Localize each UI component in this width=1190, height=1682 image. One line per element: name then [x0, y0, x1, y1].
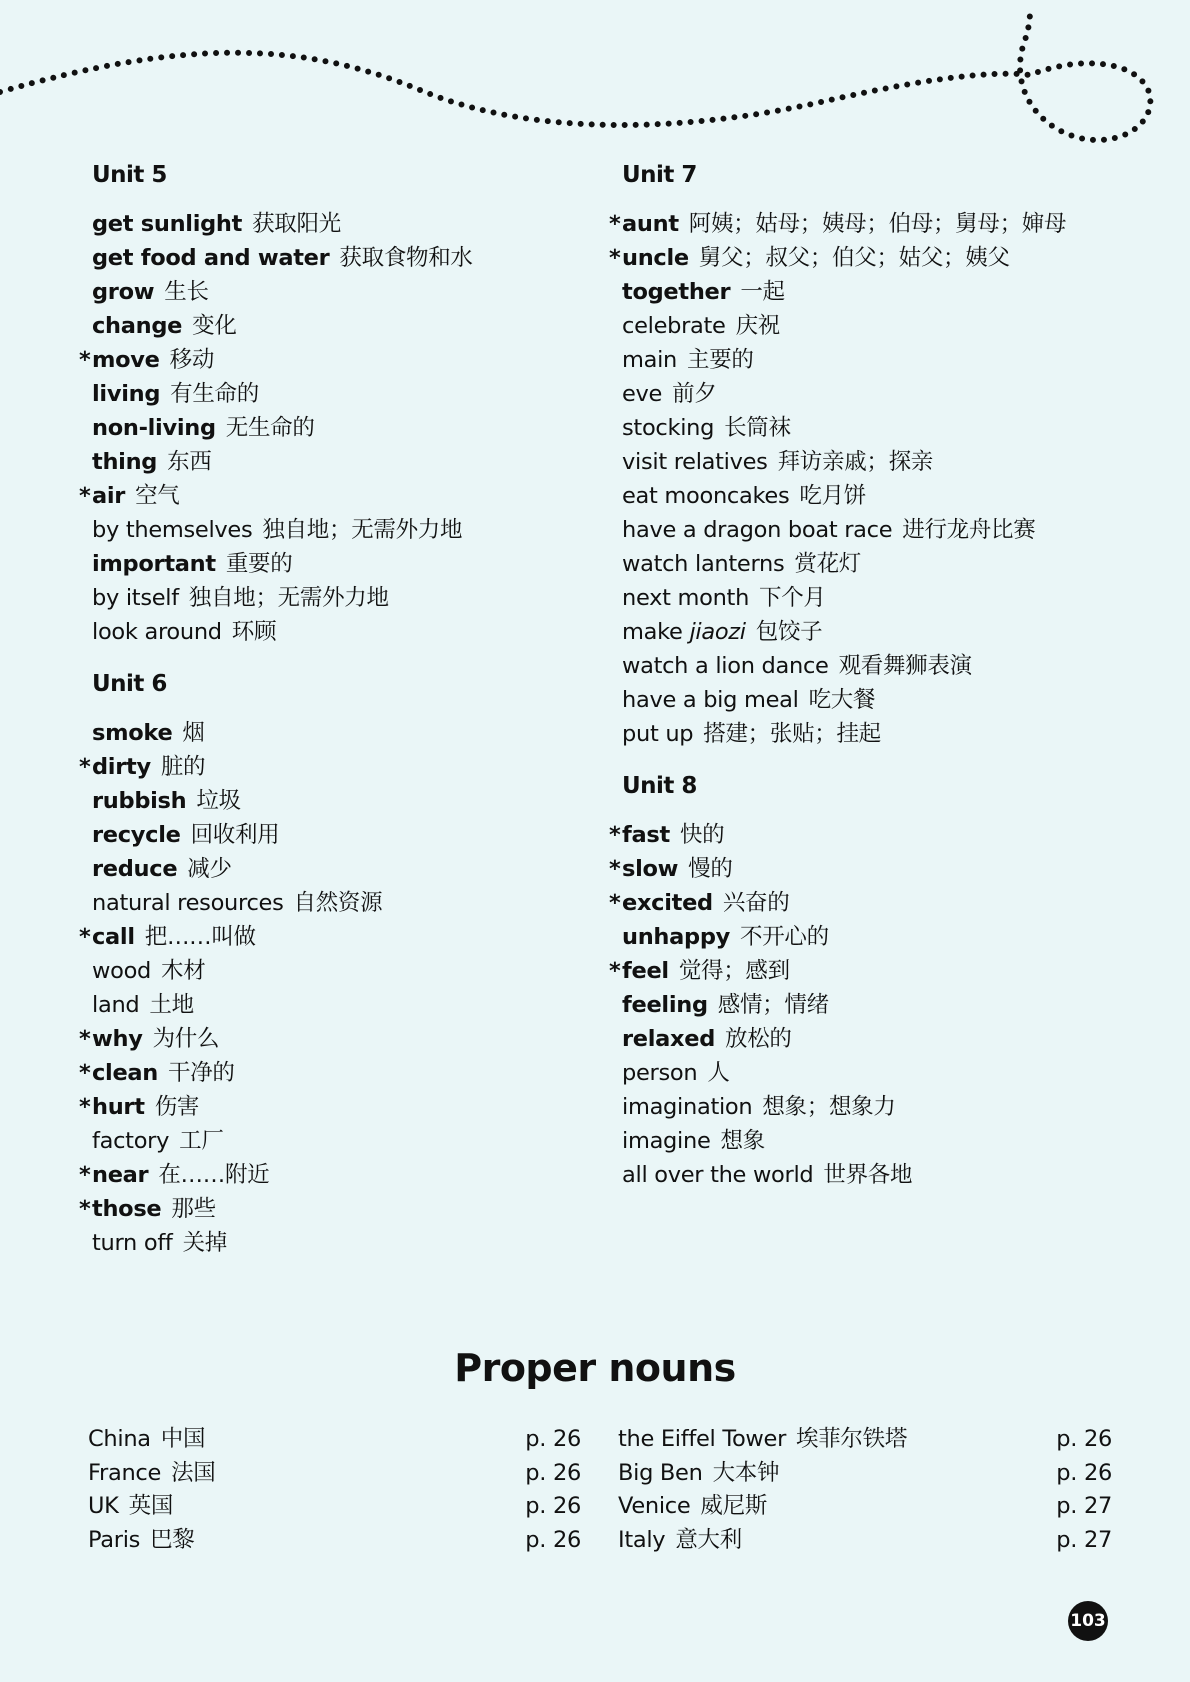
chinese-meaning: 兴奋的: [722, 890, 790, 916]
page-number: 103: [1068, 1601, 1108, 1641]
chinese-meaning: 拜访亲戚；探亲: [777, 449, 934, 475]
vocab-entry: [79, 750, 592, 784]
proper-noun-english: France: [88, 1459, 162, 1486]
chinese-meaning: 舅父；叔父；伯父；姑父；姨父: [698, 245, 1010, 271]
chinese-meaning: 进行龙舟比赛: [902, 517, 1036, 543]
chinese-meaning: 一起: [740, 279, 785, 305]
english-word: eat mooncakes: [622, 483, 790, 509]
chinese-meaning: 慢的: [688, 856, 733, 882]
key-word-star: *: [79, 1060, 91, 1086]
english-word: call: [92, 924, 135, 950]
key-word-star: *: [79, 483, 91, 509]
vocab-entry: [79, 1192, 592, 1226]
english-word: have a big meal: [622, 687, 799, 713]
page-reference: p. 26: [525, 1493, 581, 1519]
vocab-entry: [622, 275, 1142, 309]
chinese-meaning: 土地: [149, 992, 194, 1018]
english-word: near: [92, 1162, 149, 1188]
unit-title: Unit 7: [622, 162, 697, 188]
english-word: eve: [622, 381, 663, 407]
english-word: all over the world: [622, 1162, 814, 1188]
english-word: slow: [622, 856, 679, 882]
vocab-entry: [79, 920, 592, 954]
english-word: reduce: [92, 856, 178, 882]
chinese-meaning: 想象；想象力: [762, 1094, 896, 1120]
chinese-meaning: 吃月饼: [799, 483, 866, 509]
unit-block: [609, 769, 1142, 1192]
proper-noun-chinese: 意大利: [675, 1526, 742, 1553]
unit-title: Unit 6: [92, 671, 167, 697]
chinese-meaning: 东西: [167, 449, 212, 475]
english-word: relaxed: [622, 1026, 716, 1052]
page-reference: p. 26: [525, 1526, 581, 1553]
english-word: by themselves: [92, 517, 253, 543]
left-column: [79, 158, 592, 1276]
chinese-meaning: 干净的: [168, 1060, 235, 1086]
proper-noun-entry: [618, 1456, 779, 1490]
vocab-entry: [622, 1056, 1142, 1090]
chinese-meaning: 木材: [161, 958, 206, 984]
key-word-star: *: [609, 958, 621, 984]
proper-noun-english: Paris: [88, 1526, 141, 1553]
chinese-meaning: 获取阳光: [252, 211, 341, 237]
english-word: clean: [92, 1060, 159, 1086]
key-word-star: *: [609, 856, 621, 882]
vocab-entry: [92, 377, 592, 411]
key-word-star: *: [79, 924, 91, 950]
proper-nouns-title: Proper nouns: [454, 1346, 736, 1390]
chinese-meaning: 变化: [192, 313, 237, 339]
vocab-entry: [92, 411, 592, 445]
key-word-star: *: [79, 754, 91, 780]
english-word: by itself: [92, 585, 179, 611]
english-word: rubbish: [92, 788, 187, 814]
chinese-meaning: 前夕: [672, 381, 717, 407]
english-word: those: [92, 1196, 162, 1222]
vocab-entry: [622, 615, 1142, 649]
vocab-entry: [622, 377, 1142, 411]
chinese-meaning: 获取食物和水: [339, 245, 473, 271]
chinese-meaning: 脏的: [160, 754, 206, 780]
unit-title: Unit 8: [622, 773, 697, 799]
english-word: change: [92, 313, 183, 339]
page-reference: p. 27: [1056, 1526, 1112, 1553]
chinese-meaning: 减少: [187, 856, 232, 882]
vocab-entry: [609, 818, 1142, 852]
english-word: wood: [92, 958, 152, 984]
vocab-entry: [622, 920, 1142, 954]
chinese-meaning: 不开心的: [740, 924, 829, 950]
key-word-star: *: [79, 347, 91, 373]
chinese-meaning: 赏花灯: [794, 551, 862, 577]
chinese-meaning: 在……附近: [158, 1162, 270, 1188]
vocab-entry: [92, 784, 592, 818]
chinese-meaning: 移动: [169, 347, 215, 373]
chinese-meaning: 想象: [720, 1128, 765, 1154]
english-word: fast: [622, 822, 670, 848]
right-column: [609, 158, 1142, 1208]
proper-noun-chinese: 埃菲尔铁塔: [796, 1426, 908, 1452]
vocab-entry: [79, 1158, 592, 1192]
vocab-entry: [92, 581, 592, 615]
chinese-meaning: 感情；情绪: [717, 992, 829, 1018]
vocab-entry: [622, 1022, 1142, 1056]
unit-block: [79, 667, 592, 1260]
proper-noun-english: Big Ben: [618, 1459, 703, 1486]
vocab-entry: [92, 852, 592, 886]
vocab-entry: [79, 479, 592, 513]
proper-noun-entry: [88, 1456, 215, 1490]
vocab-entry: [609, 954, 1142, 988]
vocab-entry: [609, 886, 1142, 920]
chinese-meaning: 无生命的: [225, 415, 315, 441]
chinese-meaning: 为什么: [152, 1026, 220, 1052]
vocab-entry: [609, 852, 1142, 886]
vocab-entry: [609, 207, 1142, 241]
chinese-meaning: 独自地；无需外力地: [262, 517, 463, 543]
vocab-entry: [92, 513, 592, 547]
english-word: air: [92, 483, 126, 509]
proper-noun-chinese: 大本钟: [712, 1459, 780, 1486]
english-word: non-living: [92, 415, 216, 441]
english-word: move: [92, 347, 160, 373]
chinese-meaning: 生长: [164, 279, 209, 305]
proper-noun-chinese: 威尼斯: [700, 1493, 768, 1519]
english-word: next month: [622, 585, 750, 611]
english-word: natural resources: [92, 890, 284, 916]
english-word: person: [622, 1060, 698, 1086]
english-word: thing: [92, 449, 158, 475]
english-word: watch lanterns: [622, 551, 785, 577]
vocab-entry: [622, 717, 1142, 751]
vocab-entry: [622, 309, 1142, 343]
vocab-entry: [622, 649, 1142, 683]
proper-noun-english: China: [88, 1426, 151, 1452]
english-word: put up: [622, 721, 694, 747]
vocab-entry: [79, 343, 592, 377]
dotted-line-decoration: [0, 0, 1190, 160]
english-word: have a dragon boat race: [622, 517, 893, 543]
chinese-meaning: 重要的: [225, 551, 293, 577]
proper-noun-entry: [88, 1489, 173, 1523]
english-word: watch a lion dance: [622, 653, 829, 679]
chinese-meaning: 放松的: [725, 1026, 792, 1052]
chinese-meaning: 有生命的: [170, 381, 259, 407]
chinese-meaning: 搭建；张贴；挂起: [703, 721, 881, 747]
vocab-entry: [622, 547, 1142, 581]
vocab-entry: [92, 309, 592, 343]
unit-title: Unit 5: [92, 162, 167, 188]
chinese-meaning: 世界各地: [823, 1162, 913, 1188]
english-word: together: [622, 279, 731, 305]
english-word: excited: [622, 890, 713, 916]
vocab-entry: [92, 818, 592, 852]
english-word: turn off: [92, 1230, 173, 1256]
vocab-entry: [92, 988, 592, 1022]
proper-noun-entry: [618, 1523, 742, 1557]
key-word-star: *: [79, 1196, 91, 1222]
english-word: get food and water: [92, 245, 330, 271]
vocab-entry: [622, 1090, 1142, 1124]
chinese-meaning: 工厂: [179, 1128, 224, 1154]
vocab-entry: [622, 479, 1142, 513]
key-word-star: *: [79, 1026, 91, 1052]
page-reference: p. 26: [525, 1459, 581, 1486]
chinese-meaning: 烟: [182, 720, 205, 746]
english-word: recycle: [92, 822, 181, 848]
vocab-entry: [622, 411, 1142, 445]
vocab-entry: [92, 954, 592, 988]
chinese-meaning: 主要的: [687, 347, 754, 373]
english-word: feeling: [622, 992, 708, 1018]
chinese-meaning: 环顾: [231, 619, 277, 645]
chinese-meaning: 阿姨；姑母；姨母；伯母；舅母；婶母: [688, 211, 1067, 237]
vocab-entry: [92, 1226, 592, 1260]
chinese-meaning: 人: [707, 1060, 730, 1086]
chinese-meaning: 庆祝: [735, 313, 780, 339]
vocab-entry: [92, 886, 592, 920]
vocab-entry: [622, 513, 1142, 547]
page-reference: p. 27: [1056, 1493, 1112, 1519]
english-word: grow: [92, 279, 155, 305]
vocab-entry: [92, 1124, 592, 1158]
chinese-meaning: 垃圾: [196, 788, 241, 814]
english-word: important: [92, 551, 216, 577]
chinese-meaning: 伤害: [154, 1094, 200, 1120]
vocab-entry: [622, 988, 1142, 1022]
english-word: main: [622, 347, 678, 373]
vocab-entry: [622, 683, 1142, 717]
english-word: smoke: [92, 720, 173, 746]
chinese-meaning: 那些: [171, 1196, 216, 1222]
english-word: stocking: [622, 415, 715, 441]
key-word-star: *: [609, 211, 621, 237]
chinese-meaning: 长筒袜: [724, 415, 791, 441]
vocab-entry: [79, 1090, 592, 1124]
proper-noun-entry: [88, 1422, 205, 1456]
italic-word: jiaozi: [689, 619, 746, 645]
proper-noun-entry: [618, 1489, 767, 1523]
english-word: look around: [92, 619, 222, 645]
proper-noun-entry: [88, 1523, 194, 1557]
english-word: why: [92, 1026, 143, 1052]
english-word: living: [92, 381, 161, 407]
english-word: visit relatives: [622, 449, 768, 475]
english-word: celebrate: [622, 313, 726, 339]
proper-noun-english: Italy: [618, 1526, 666, 1553]
chinese-meaning: 自然资源: [293, 890, 383, 916]
english-word: hurt: [92, 1094, 145, 1120]
vocab-entry: [622, 581, 1142, 615]
key-word-star: *: [609, 890, 621, 916]
proper-noun-chinese: 法国: [171, 1459, 216, 1486]
english-word: factory: [92, 1128, 170, 1154]
vocab-entry: [92, 445, 592, 479]
vocab-entry: [92, 275, 592, 309]
english-word: aunt: [622, 211, 679, 237]
proper-noun-chinese: 英国: [128, 1493, 174, 1519]
key-word-star: *: [79, 1094, 91, 1120]
english-word: dirty: [92, 754, 151, 780]
vocab-entry: [92, 207, 592, 241]
vocab-entry: [79, 1056, 592, 1090]
page-reference: p. 26: [525, 1426, 581, 1452]
english-word: imagination: [622, 1094, 753, 1120]
chinese-meaning: 独自地；无需外力地: [188, 585, 389, 611]
unit-block: [609, 158, 1142, 751]
chinese-meaning: 空气: [135, 483, 180, 509]
english-word: feel: [622, 958, 669, 984]
key-word-star: *: [79, 1162, 91, 1188]
english-word: land: [92, 992, 140, 1018]
proper-noun-english: UK: [88, 1493, 119, 1519]
proper-noun-english: Venice: [618, 1493, 691, 1519]
chinese-meaning: 下个月: [759, 585, 826, 611]
chinese-meaning: 观看舞狮表演: [838, 653, 972, 679]
chinese-meaning: 回收利用: [190, 822, 280, 848]
chinese-meaning: 把……叫做: [144, 924, 256, 950]
proper-noun-english: the Eiffel Tower: [618, 1426, 787, 1452]
vocab-entry: [92, 547, 592, 581]
chinese-meaning: 吃大餐: [808, 687, 876, 713]
key-word-star: *: [609, 245, 621, 271]
vocab-entry: [92, 716, 592, 750]
chinese-meaning: 关掉: [182, 1230, 227, 1256]
vocab-entry: [92, 615, 592, 649]
chinese-meaning: 觉得；感到: [678, 958, 790, 984]
vocab-entry: [622, 1158, 1142, 1192]
key-word-star: *: [609, 822, 621, 848]
proper-noun-entry: [618, 1422, 907, 1456]
vocab-entry: [609, 241, 1142, 275]
proper-noun-chinese: 巴黎: [150, 1526, 195, 1553]
vocab-entry: [79, 1022, 592, 1056]
english-word: unhappy: [622, 924, 731, 950]
english-word: get sunlight: [92, 211, 243, 237]
english-word: uncle: [622, 245, 689, 271]
page-reference: p. 26: [1056, 1426, 1112, 1452]
vocab-entry: [622, 445, 1142, 479]
english-word: imagine: [622, 1128, 711, 1154]
vocab-entry: [92, 241, 592, 275]
unit-block: [79, 158, 592, 649]
chinese-meaning: 快的: [679, 822, 725, 848]
english-word: make: [622, 619, 683, 645]
vocab-entry: [622, 1124, 1142, 1158]
page-reference: p. 26: [1056, 1459, 1112, 1486]
chinese-meaning: 包饺子: [755, 619, 823, 645]
proper-noun-chinese: 中国: [160, 1426, 206, 1452]
vocab-entry: [622, 343, 1142, 377]
